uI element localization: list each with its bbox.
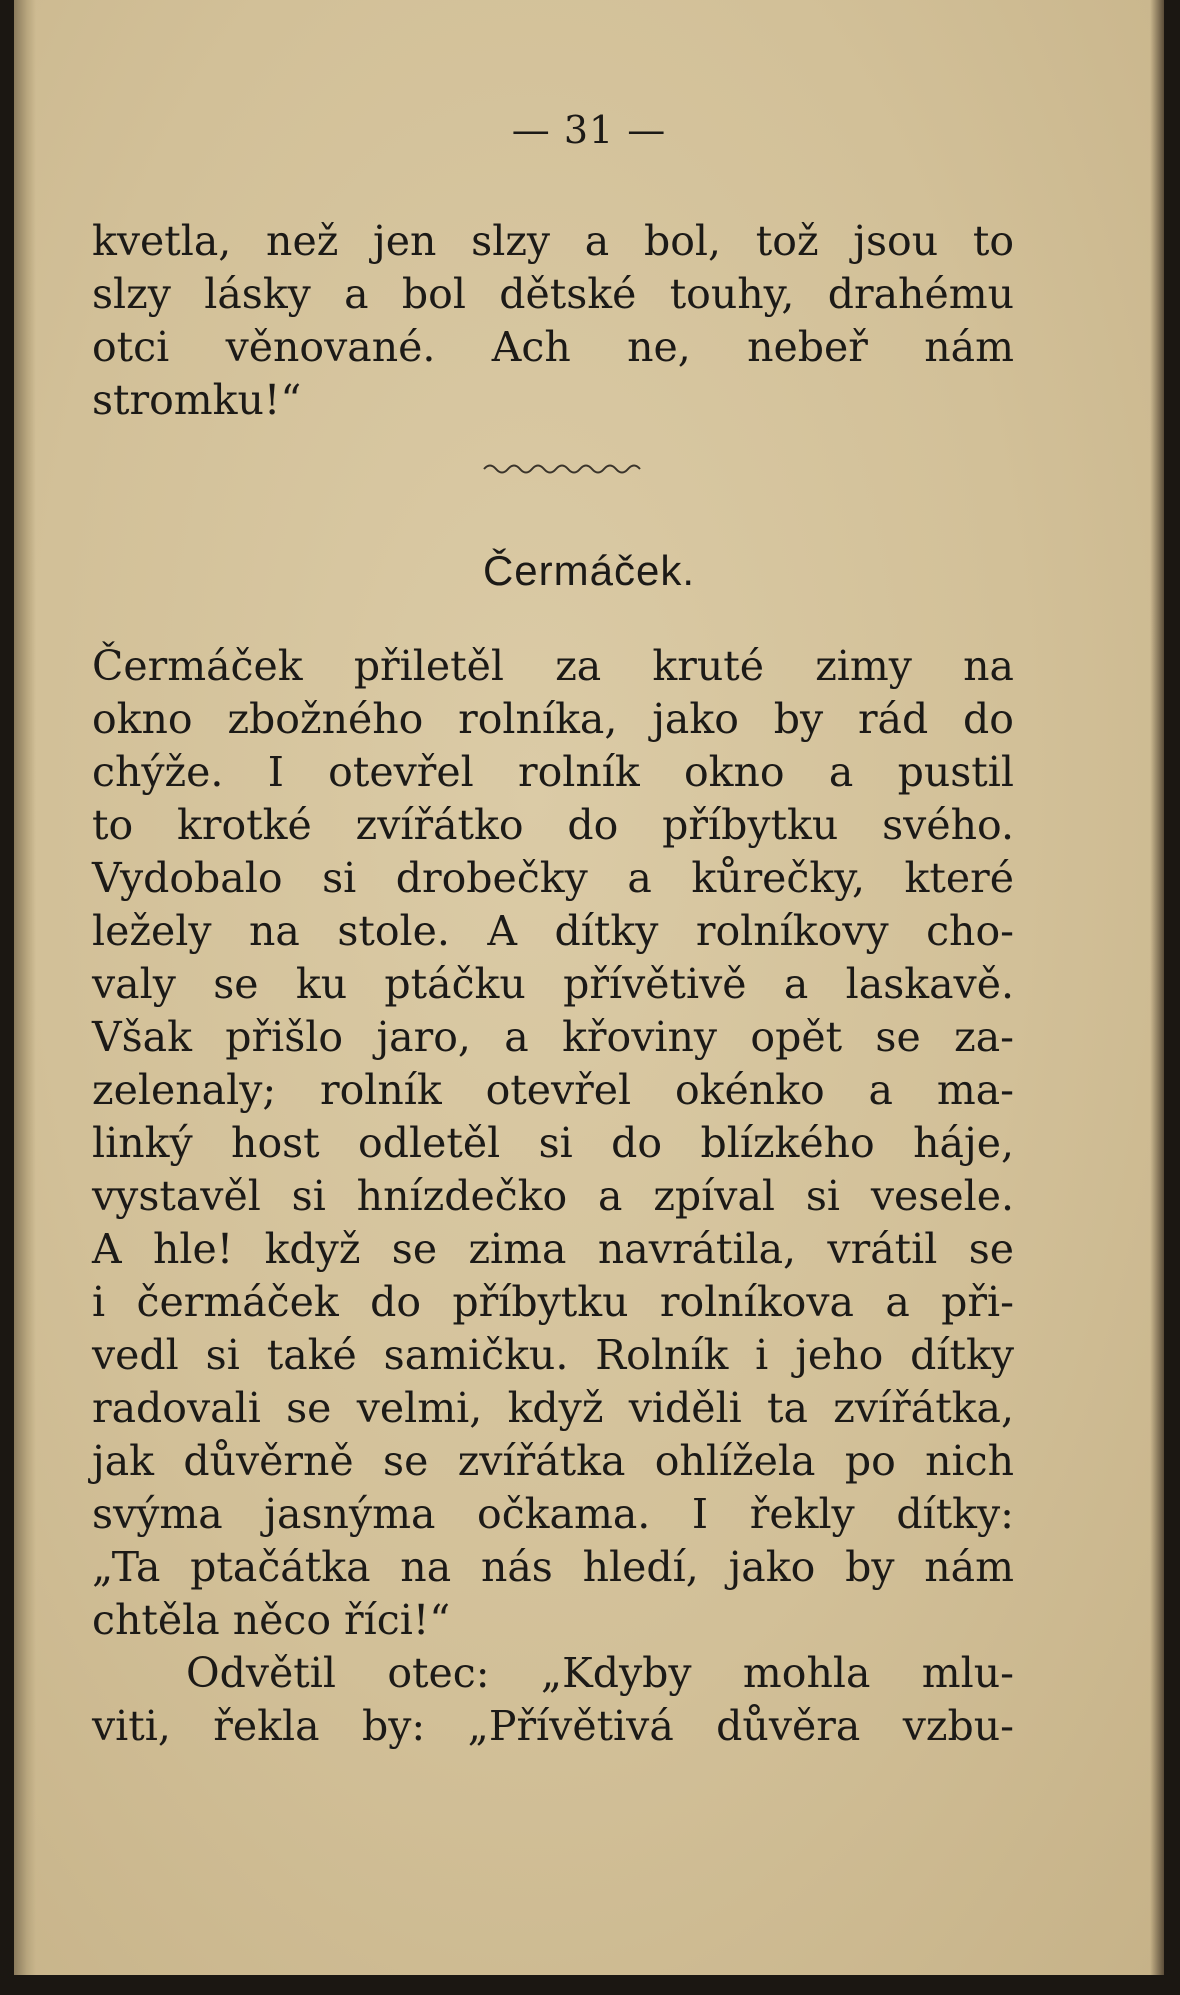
text-line: chýže. I otevřel rolník okno a pustil <box>92 748 1014 796</box>
text-line: slzy lásky a bol dětské touhy, drahému <box>92 270 1014 318</box>
spine-shadow <box>14 0 36 1975</box>
text-line: okno zbožného rolníka, jako by rád do <box>92 695 1014 743</box>
text-line: chtěla něco říci!“ <box>92 1596 451 1644</box>
final-paragraph <box>92 1647 1014 1753</box>
text-line: i čermáček do příbytku rolníkova a při- <box>92 1278 1014 1326</box>
text-line: valy se ku ptáčku přívětivě a laskavě. <box>92 960 1014 1008</box>
intro-paragraph <box>92 215 1014 427</box>
text-line: A hle! když se zima navrátila, vrátil se <box>92 1225 1014 1273</box>
story-paragraph <box>92 640 1014 1647</box>
divider-ornament <box>482 460 642 478</box>
text-line: „Ta ptačátka na nás hledí, jako by nám <box>92 1543 1014 1591</box>
page-number: — 31 — <box>511 108 667 152</box>
text-line: Čermáček přiletěl za kruté zimy na <box>92 642 1014 690</box>
text-line: vedl si také samičku. Rolník i jeho dítky <box>92 1331 1014 1379</box>
text-line: Však přišlo jaro, a křoviny opět se za- <box>92 1013 1014 1061</box>
text-line: jak důvěrně se zvířátka ohlížela po nich <box>92 1437 1014 1485</box>
text-line: svýma jasnýma očkama. I řekly dítky: <box>92 1490 1014 1538</box>
text-line: zelenaly; rolník otevřel okénko a ma- <box>92 1066 1014 1114</box>
text-line: kvetla, než jen slzy a bol, tož jsou to <box>92 217 1014 265</box>
text-line: Vydobalo si drobečky a kůrečky, které <box>92 854 1014 902</box>
text-line: otci věnované. Ach ne, nebeř nám <box>92 323 1014 371</box>
book-page <box>14 0 1164 1975</box>
text-line: linký host odletěl si do blízkého háje, <box>92 1119 1014 1167</box>
text-line: stromku!“ <box>92 376 302 424</box>
text-line: vystavěl si hnízdečko a zpíval si vesele. <box>92 1172 1014 1220</box>
text-line: to krotké zvířátko do příbytku svého. <box>92 801 1014 849</box>
page-edge-shadow <box>1150 0 1164 1975</box>
text-line: Odvětil otec: „Kdyby mohla mlu- <box>186 1649 1014 1697</box>
text-line: radovali se velmi, když viděli ta zvířátka, <box>92 1384 1014 1432</box>
section-title: Čermáček. <box>482 547 696 594</box>
text-line: viti, řekla by: „Přívětivá důvěra vzbu- <box>92 1702 1014 1750</box>
text-line: ležely na stole. A dítky rolníkovy cho- <box>92 907 1014 955</box>
